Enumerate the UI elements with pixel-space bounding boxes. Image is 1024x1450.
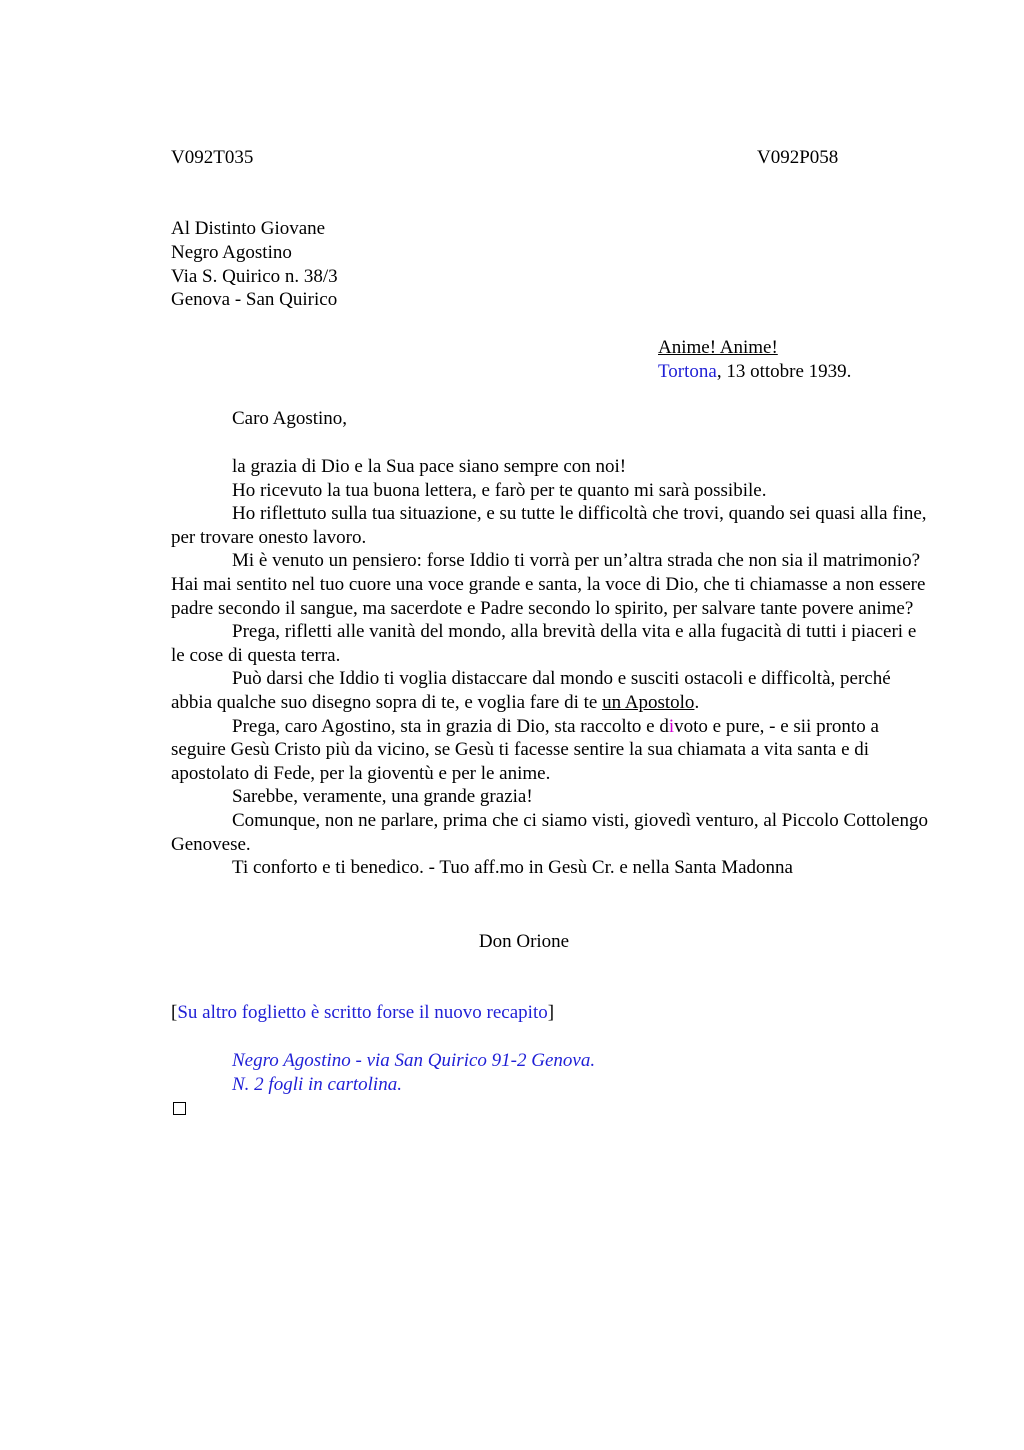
document-code-right: V092P058 — [757, 147, 839, 168]
motto: Anime! Anime! — [658, 337, 778, 358]
underlined-phrase: un Apostolo — [602, 691, 695, 713]
paragraph-text: Può darsi che Iddio ti voglia distaccare dal mondo e susciti ostacoli e difficoltà, perché abbia qualche suo disegno sopra di te, e voglia fare di te — [171, 668, 891, 713]
italic-line: N. 2 fogli in cartolina. — [232, 1073, 402, 1095]
date-block — [658, 336, 851, 383]
letter-body — [171, 455, 929, 880]
address-line: Negro Agostino — [171, 241, 292, 263]
paragraph-text: voto e pure, - e sii pronto a seguire Gesù Cristo più da vicino, se Gesù ti facesse sentire la sua chiamata a vita santa e di apostolato di Fede, per la gioventù e per le anime. — [171, 715, 879, 784]
address-line: Al Distinto Giovane — [171, 218, 326, 239]
editorial-note-text: Su altro foglietto è scritto forse il nuovo recapito — [177, 1002, 548, 1023]
paragraph-text: Prega, caro Agostino, sta in grazia di Dio, sta raccolto e d — [232, 715, 669, 737]
paragraph — [171, 667, 929, 714]
salutation: Caro Agostino, — [232, 408, 348, 429]
paragraph: Mi è venuto un pensiero: forse Iddio ti vorrà per un’altra strada che non sia il matrimonio? Hai mai sentito nel tuo cuore una voce grande e santa, la voce di Dio, che ti chiamasse a non essere padre secondo il sangue, ma sacerdote e Padre secondo lo spirito, per salvare tante povere anime? — [171, 550, 926, 619]
paragraph: Prega, rifletti alle vanità del mondo, alla brevità della vita e alla fugacità di tutti i piaceri e le cose di questa terra. — [171, 621, 917, 666]
paragraph: Comunque, non ne parlare, prima che ci siamo visti, giovedì venturo, al Piccolo Cottolengo Genovese. — [171, 809, 928, 855]
italic-line: Negro Agostino - via San Quirico 91-2 Genova. — [232, 1050, 596, 1071]
document-code-left: V092T035 — [171, 147, 254, 168]
paragraph: Sarebbe, veramente, una grande grazia! — [232, 786, 533, 808]
bracket-open: [ — [171, 1002, 178, 1023]
bracket-close: ] — [547, 1002, 555, 1023]
paragraph: Ho riflettuto sulla tua situazione, e su tutte le difficoltà che trovi, quando sei quasi alla fine, per trovare onesto lavoro. — [171, 503, 927, 548]
paragraph: la grazia di Dio e la Sua pace siano sempre con noi! — [232, 456, 627, 477]
paragraph: Ho ricevuto la tua buona lettera, e farò per te quanto mi sarà possibile. — [232, 479, 767, 501]
date-place: Tortona — [658, 360, 717, 382]
address-line: Via S. Quirico n. 38/3 — [171, 265, 338, 287]
letter-page — [171, 145, 931, 1095]
paragraph: Ti conforto e ti benedico. - Tuo aff.mo in Gesù Cr. e nella Santa Madonna — [232, 857, 793, 879]
paragraph-text: . — [694, 691, 700, 713]
recipient-address — [171, 217, 338, 312]
date-line — [658, 360, 851, 384]
empty-square-icon — [173, 1102, 186, 1115]
paragraph — [171, 715, 929, 786]
editorial-note — [171, 1001, 554, 1025]
date-text: , 13 ottobre 1939. — [716, 360, 852, 382]
signature: Don Orione — [478, 931, 570, 952]
new-address-block — [232, 1049, 595, 1096]
highlighted-letter: i — [668, 715, 675, 737]
address-line: Genova - San Quirico — [171, 289, 338, 311]
document-codes — [171, 145, 931, 169]
